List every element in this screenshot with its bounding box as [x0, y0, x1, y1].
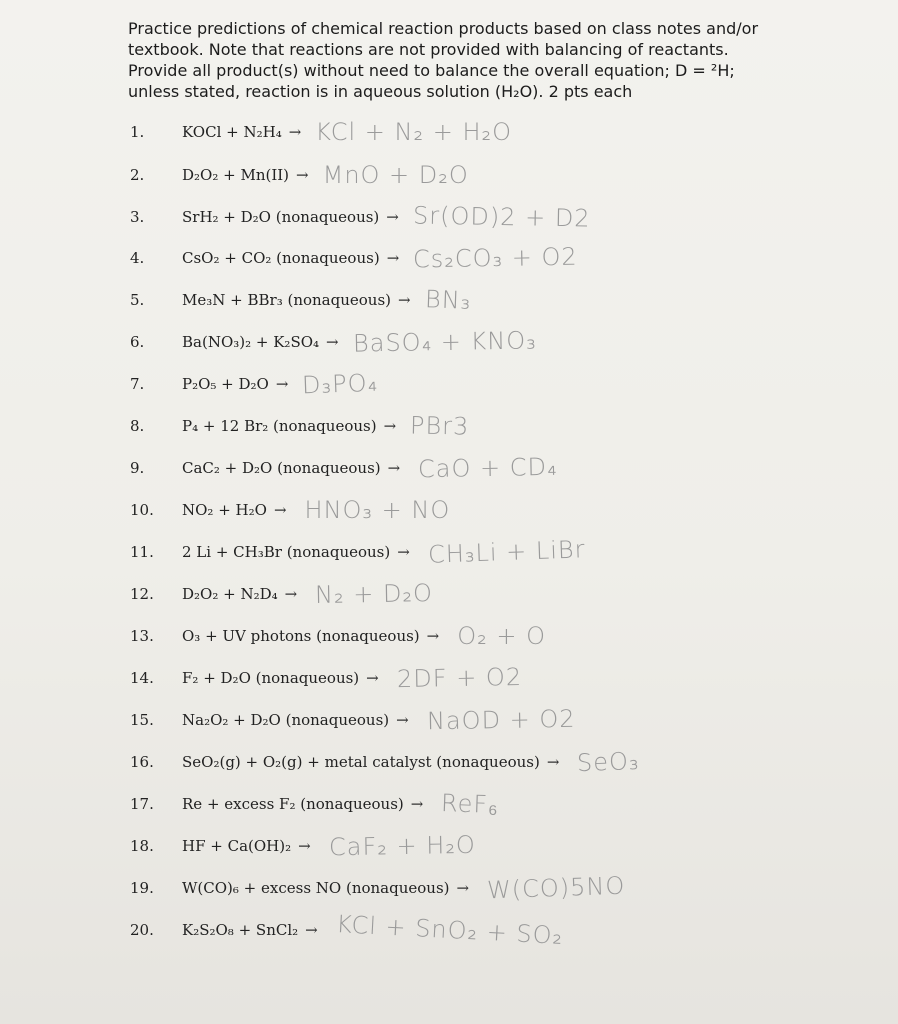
- item-number: 17.: [130, 795, 154, 813]
- reaction-arrow: →: [398, 291, 411, 309]
- reaction-item: [130, 576, 433, 612]
- reaction-item: [130, 240, 578, 276]
- reaction-item: [130, 912, 563, 948]
- handwritten-answer: Cs₂CO₃ + O2: [413, 242, 579, 274]
- handwritten-answer: ReF₆: [440, 788, 500, 819]
- item-reactants: Re + excess F₂ (nonaqueous): [182, 795, 404, 813]
- item-number: 5.: [130, 291, 145, 309]
- reaction-item: [130, 660, 522, 696]
- item-number: 20.: [130, 921, 154, 939]
- reaction-item: [130, 157, 469, 193]
- item-number: 16.: [130, 753, 154, 771]
- item-reactants: O₃ + UV photons (nonaqueous): [182, 627, 420, 645]
- item-number: 3.: [130, 208, 145, 226]
- handwritten-answer: 2DF + O2: [396, 662, 523, 694]
- item-reactants: P₂O₅ + D₂O: [182, 375, 269, 393]
- reaction-item: [130, 199, 590, 235]
- item-number: 11.: [130, 543, 154, 561]
- instructions: [128, 18, 828, 102]
- item-number: 8.: [130, 417, 145, 435]
- handwritten-answer: CaO + CD₄: [418, 452, 559, 484]
- item-reactants: W(CO)₆ + excess NO (nonaqueous): [182, 879, 450, 897]
- reaction-arrow: →: [326, 333, 339, 351]
- item-number: 12.: [130, 585, 154, 603]
- item-number: 13.: [130, 627, 154, 645]
- handwritten-answer: NaOD + O2: [426, 704, 576, 736]
- handwritten-answer: MnO + D₂O: [322, 161, 469, 189]
- item-reactants: K₂S₂O₈ + SnCl₂: [182, 921, 299, 939]
- reaction-arrow: →: [396, 711, 409, 729]
- handwritten-answer: Sr(OD)2 + D2: [412, 201, 591, 233]
- reaction-item: [130, 828, 476, 864]
- item-reactants: CaC₂ + D₂O (nonaqueous): [182, 459, 381, 477]
- reaction-arrow: →: [273, 501, 287, 519]
- handwritten-answer: N₂ + D₂O: [314, 578, 434, 610]
- reaction-item: [130, 702, 575, 738]
- item-reactants: Ba(NO₃)₂ + K₂SO₄: [182, 333, 320, 351]
- reaction-arrow: →: [288, 123, 302, 141]
- item-number: 6.: [130, 333, 145, 351]
- item-reactants: F₂ + D₂O (nonaqueous): [182, 669, 360, 687]
- item-number: 9.: [130, 459, 145, 477]
- reaction-arrow: →: [410, 795, 424, 813]
- reaction-item: [130, 786, 499, 822]
- item-number: 2.: [130, 166, 145, 184]
- reaction-item: [130, 870, 625, 906]
- handwritten-answer: KCl + N₂ + H₂O: [315, 118, 513, 146]
- item-reactants: P₄ + 12 Br₂ (nonaqueous): [182, 417, 377, 435]
- item-number: 10.: [130, 501, 154, 519]
- reaction-arrow: →: [426, 627, 440, 645]
- reaction-arrow: →: [275, 375, 289, 393]
- item-number: 19.: [130, 879, 154, 897]
- item-reactants: D₂O₂ + Mn(II): [182, 166, 290, 184]
- reaction-item: [130, 450, 558, 486]
- item-reactants: SeO₂(g) + O₂(g) + metal catalyst (nonaqueous): [182, 753, 540, 771]
- item-number: 1.: [130, 123, 145, 141]
- handwritten-answer: BaSO₄ + KNO₃: [352, 326, 537, 358]
- reaction-arrow: →: [305, 921, 318, 939]
- reaction-item: [130, 492, 450, 528]
- item-reactants: KOCl + N₂H₄: [182, 123, 282, 141]
- item-reactants: NO₂ + H₂O: [182, 501, 267, 519]
- reaction-arrow: →: [284, 585, 298, 603]
- handwritten-answer: SeO₃: [576, 746, 641, 778]
- item-number: 14.: [130, 669, 154, 687]
- reaction-arrow: →: [546, 753, 560, 771]
- item-reactants: SrH₂ + D₂O (nonaqueous): [182, 208, 380, 226]
- reaction-item: [130, 408, 469, 444]
- reaction-item: [130, 618, 546, 654]
- reaction-arrow: →: [386, 249, 400, 267]
- reaction-item: [130, 534, 585, 570]
- reaction-arrow: →: [397, 543, 410, 561]
- item-reactants: HF + Ca(OH)₂: [182, 837, 292, 855]
- handwritten-answer: W(CO)5NO: [486, 871, 626, 905]
- instructions-line-1: Practice predictions of chemical reaction products based on class notes and/or: [128, 19, 759, 38]
- handwritten-answer: CaF₂ + H₂O: [328, 830, 476, 862]
- reaction-item: [130, 324, 536, 360]
- item-reactants: Na₂O₂ + D₂O (nonaqueous): [182, 711, 390, 729]
- reaction-item: [130, 366, 379, 402]
- reaction-item: [130, 744, 640, 780]
- handwritten-answer: HNO₃ + NO: [304, 496, 451, 524]
- handwritten-answer: O₂ + O: [457, 622, 547, 650]
- item-reactants: D₂O₂ + N₂D₄: [182, 585, 278, 603]
- item-number: 7.: [130, 375, 145, 393]
- instructions-line-4: unless stated, reaction is in aqueous solution (H₂O). 2 pts each: [128, 82, 633, 101]
- handwritten-answer: BN₃: [424, 285, 472, 315]
- instructions-line-2: textbook. Note that reactions are not provided with balancing of reactants.: [128, 40, 729, 59]
- item-number: 4.: [130, 249, 145, 267]
- handwritten-answer: PBr3: [409, 411, 470, 441]
- handwritten-answer: CH₃Li + LiBr: [427, 535, 586, 569]
- reaction-item: [130, 282, 471, 318]
- item-reactants: 2 Li + CH₃Br (nonaqueous): [182, 543, 391, 561]
- item-reactants: Me₃N + BBr₃ (nonaqueous): [182, 291, 392, 309]
- reaction-arrow: →: [387, 459, 401, 477]
- item-number: 18.: [130, 837, 154, 855]
- handwritten-answer: D₃PO₄: [301, 368, 379, 400]
- reaction-arrow: →: [386, 208, 399, 226]
- reaction-item: [130, 114, 512, 150]
- item-number: 15.: [130, 711, 154, 729]
- item-reactants: CsO₂ + CO₂ (nonaqueous): [182, 249, 380, 267]
- reaction-arrow: →: [383, 417, 397, 435]
- reaction-arrow: →: [366, 669, 379, 687]
- instructions-line-3: Provide all product(s) without need to balance the overall equation; D = ²H;: [128, 61, 735, 80]
- reaction-arrow: →: [456, 879, 470, 897]
- reaction-arrow: →: [298, 837, 311, 855]
- handwritten-answer: KCl + SnO₂ + SO₂: [335, 910, 564, 950]
- reaction-arrow: →: [296, 166, 309, 184]
